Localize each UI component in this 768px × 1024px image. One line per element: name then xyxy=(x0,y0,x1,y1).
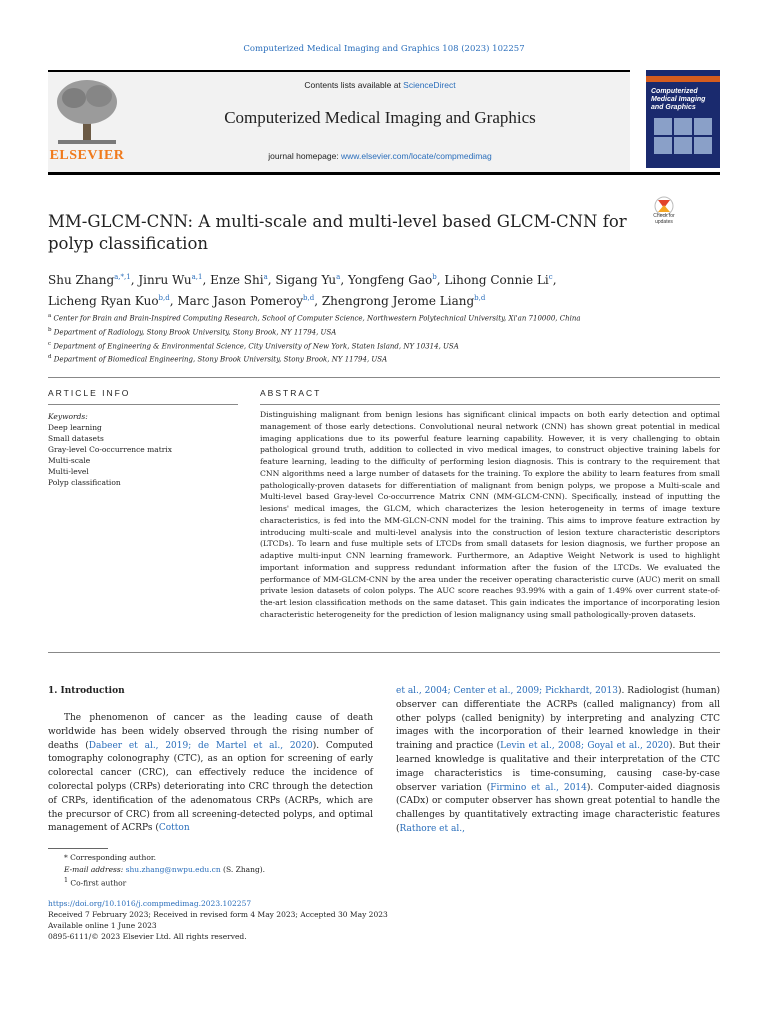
corresponding-author-note: * Corresponding author. xyxy=(64,853,157,862)
email-link[interactable]: shu.zhang@nwpu.edu.cn xyxy=(125,864,221,874)
cover-thumbnails xyxy=(654,118,712,154)
citation-link[interactable]: Levin et al., 2008; Goyal et al., 2020 xyxy=(500,741,670,752)
received-dates: Received 7 February 2023; Received in revised form 4 May 2023; Accepted 30 May 2023 xyxy=(48,910,388,919)
author-name[interactable]: Jinru Wu xyxy=(138,273,192,287)
keywords-list xyxy=(48,422,238,488)
author-name[interactable]: Enze Shi xyxy=(210,273,264,287)
author-affiliation-mark[interactable]: a,1 xyxy=(191,273,203,281)
doi-link[interactable]: https://doi.org/10.1016/j.compmedimag.2023.102257 xyxy=(48,899,252,908)
crossmark-badge[interactable] xyxy=(646,196,682,232)
authors-line-2: Licheng Ryan Kuo$^{b,d}$, Marc Jason Pomeroy$^{b,d}$, Zhengrong Jerome Liang$^{b,d}$ xyxy=(48,294,486,308)
online-date: Available online 1 June 2023 xyxy=(48,921,157,930)
affiliation-item: $^a$ Center for Brain and Brain-Inspired Computing Research, School of Computer Science, Northwestern Polytechnical University, Xi'an 710000, China xyxy=(48,313,581,323)
citation-link[interactable]: et al., 2004; Center et al., 2009; Pickhardt, 2013 xyxy=(396,686,618,696)
body-column-left: The phenomenon of cancer as the leading cause of death worldwide has been widely observed through the rising number of deaths (Dabeer et al., 2019; de Martel et al., 2020). Computed tomography colonography (CTC), as an option for screening of early colorectal cancer (CRC), can effectively reduce the incidence of colorectal polyps (CRPs) deteriorating into CRC through the detection of CRPs, identification of the adenomatous CRPs (ACRPs, which are the precursor of CRC) from all screening-detected polyps, and optimal management of ACRPs (Cotton xyxy=(48,713,373,834)
abstract-heading: ABSTRACT xyxy=(260,388,322,398)
journal-cover[interactable] xyxy=(646,70,720,168)
author-name[interactable]: Marc Jason Pomeroy xyxy=(177,294,304,308)
keyword-item: Small datasets xyxy=(48,434,104,443)
keyword-item: Deep learning xyxy=(48,423,102,432)
author-name[interactable]: Yongfeng Gao xyxy=(347,273,433,287)
affiliation-item: $^d$ Department of Biomedical Engineering, Stony Brook University, Stony Brook, NY 11794, USA xyxy=(48,354,388,364)
citation-link[interactable]: Dabeer et al., 2019; de Martel et al., 2020 xyxy=(88,740,313,751)
journal-reference[interactable]: Computerized Medical Imaging and Graphics 108 (2023) 102257 xyxy=(243,44,525,54)
contents-line: Contents lists available at ScienceDirect xyxy=(304,80,456,90)
divider xyxy=(48,404,238,405)
divider xyxy=(260,404,720,405)
citation-link[interactable]: Cotton xyxy=(158,823,190,834)
section-heading-introduction: 1. Introduction xyxy=(48,686,125,696)
banner-rule xyxy=(48,172,720,175)
author-name[interactable]: Shu Zhang xyxy=(48,273,115,287)
abstract-text: Distinguishing malignant from benign lesions has significant clinical impacts on both early detection and optimal management of those early detections. Convolutional neural network (CNN) has shown great potential in medical imaging applications due to its powerful feature learning capability. However, it is very challenging to obtain pathological ground truth, addition to collected in vivo medical images, to construct objective training labels for feature learning, leading to the difficulty of performing lesion diagnosis. This is contrary to the requirement that CNN algorithms need a large number of datasets for the training. To explore the ability to learn features from small pathologically-proven datasets for differentiation of malignant from benign polyps, we propose a Multi-scale and Multi-level based Gray-level Co-occurrence Matrix CNN (MM-GLCM-CNN). Specifically, instead of inputting the lesions' medical images, the GLCM, which characterizes the lesion heterogeneity in terms of image texture characteristics, is fed into the MM-GLCN-CNN model for the training. This aims to improve feature extraction by introducing multi-scale and multi-level analysis into the construction of lesion texture characteristic descriptors (LTCDs). To learn and fuse multiple sets of LTCDs from small datasets for lesion diagnosis, we further propose an adaptive multi-input CNN learning framework. Furthermore, an Adaptive Weight Network is used to highlight important information and suppress redundant information after the fusion of the LTCDs. We evaluated the performance of MM-GLCM-CNN by the area under the receiver operating characteristic curve (AUC) merit on small private lesion datasets of colon polyps. The AUC score reaches 93.99% with a gain of 1.49% over current state-of-the-art lesion classification methods on the same dataset. This gain indicates the importance of incorporating lesion characteristic heterogeneity for the prediction of lesion malignancy using small pathologically-proven datasets. xyxy=(260,410,720,619)
author-name[interactable]: Licheng Ryan Kuo xyxy=(48,294,159,308)
crossmark-label: Check for updates xyxy=(653,213,675,225)
author-affiliation-mark[interactable]: b,d xyxy=(158,294,170,302)
author-affiliation-mark[interactable]: a,*,1 xyxy=(114,273,131,281)
author-name[interactable]: Lihong Connie Li xyxy=(444,273,549,287)
body-column-right: et al., 2004; Center et al., 2009; Pickhardt, 2013). Radiologist (human) observer can differentiate the ACRPs (called malignancy) from all other polyps (called benignity) by interpreting and analyzing CTC images with the incorporation of their learned knowledge in their training and practice (Levin et al., 2008; Goyal et al., 2020). But their learned knowledge is qualitative and their interpretation of the CTC image characteristics is time-consuming, causing case-by-case observer variation (Firmino et al., 2014). Computer-aided diagnosis (CADx) or computer observer has shown great potential to handle the challenges by quantitatively extracting image characteristic features (Rathore et al., xyxy=(396,686,720,834)
citation-link[interactable]: Firmino et al., 2014 xyxy=(490,782,587,793)
affiliation-item: $^c$ Department of Engineering & Environmental Science, City University of New York, Staten Island, NY 10314, USA xyxy=(48,340,459,350)
citation-link[interactable]: Rathore et al., xyxy=(399,823,465,834)
keyword-item: Gray-level Co-occurrence matrix xyxy=(48,445,172,454)
author-affiliation-mark[interactable]: b,d xyxy=(303,294,315,302)
author-affiliation-mark[interactable]: a xyxy=(263,273,268,281)
article-info-heading: ARTICLE INFO xyxy=(48,388,131,398)
keywords-heading: Keywords: xyxy=(48,412,88,421)
author-affiliation-mark[interactable]: c xyxy=(548,273,553,281)
cover-title: Computerized Medical Imaging and Graphics xyxy=(651,88,706,111)
elsevier-logo[interactable] xyxy=(48,74,126,168)
keyword-item: Multi-scale xyxy=(48,456,91,465)
footnote-rule xyxy=(48,848,108,849)
publication-info xyxy=(48,898,508,942)
author-affiliation-mark[interactable]: b xyxy=(432,273,437,281)
keywords-block xyxy=(48,411,238,488)
sciencedirect-link[interactable]: ScienceDirect xyxy=(403,80,456,90)
email-note: E-mail address: shu.zhang@nwpu.edu.cn (S. Zhang). xyxy=(64,864,266,874)
author-affiliation-mark[interactable]: b,d xyxy=(474,294,486,302)
footnotes xyxy=(48,852,388,889)
affiliations xyxy=(48,311,668,366)
divider xyxy=(48,652,720,653)
author-list xyxy=(48,268,648,310)
author-affiliation-mark[interactable]: a xyxy=(336,273,341,281)
elsevier-tree-icon xyxy=(54,78,120,146)
author-name[interactable]: Zhengrong Jerome Liang xyxy=(321,294,475,308)
keyword-item: Polyp classification xyxy=(48,478,121,487)
keyword-item: Multi-level xyxy=(48,467,89,476)
author-name[interactable]: Sigang Yu xyxy=(275,273,337,287)
cover-stripe xyxy=(646,76,720,82)
affiliation-item: $^b$ Department of Radiology, Stony Brook University, Stony Brook, NY 11794, USA xyxy=(48,326,337,337)
authors-line-1: Shu Zhang$^{a,*,1}$, Jinru Wu$^{a,1}$, Enze Shi$^a$, Sigang Yu$^a$, Yongfeng Gao$^b$, Lihong Connie Li$^c$, xyxy=(48,273,557,287)
copyright: 0895-6111/© 2023 Elsevier Ltd. All rights reserved. xyxy=(48,932,247,941)
co-first-note: $^1$ Co-first author xyxy=(64,877,127,888)
divider xyxy=(48,377,720,378)
journal-homepage: journal homepage: www.elsevier.com/locate/compmedimag xyxy=(268,151,492,161)
publisher-name: ELSEVIER xyxy=(49,148,125,163)
homepage-link[interactable]: www.elsevier.com/locate/compmedimag xyxy=(341,151,492,161)
paper-title: MM-GLCM-CNN: A multi-scale and multi-level based GLCM-CNN for polyp classification xyxy=(48,212,627,253)
journal-title: Computerized Medical Imaging and Graphics xyxy=(224,108,536,127)
